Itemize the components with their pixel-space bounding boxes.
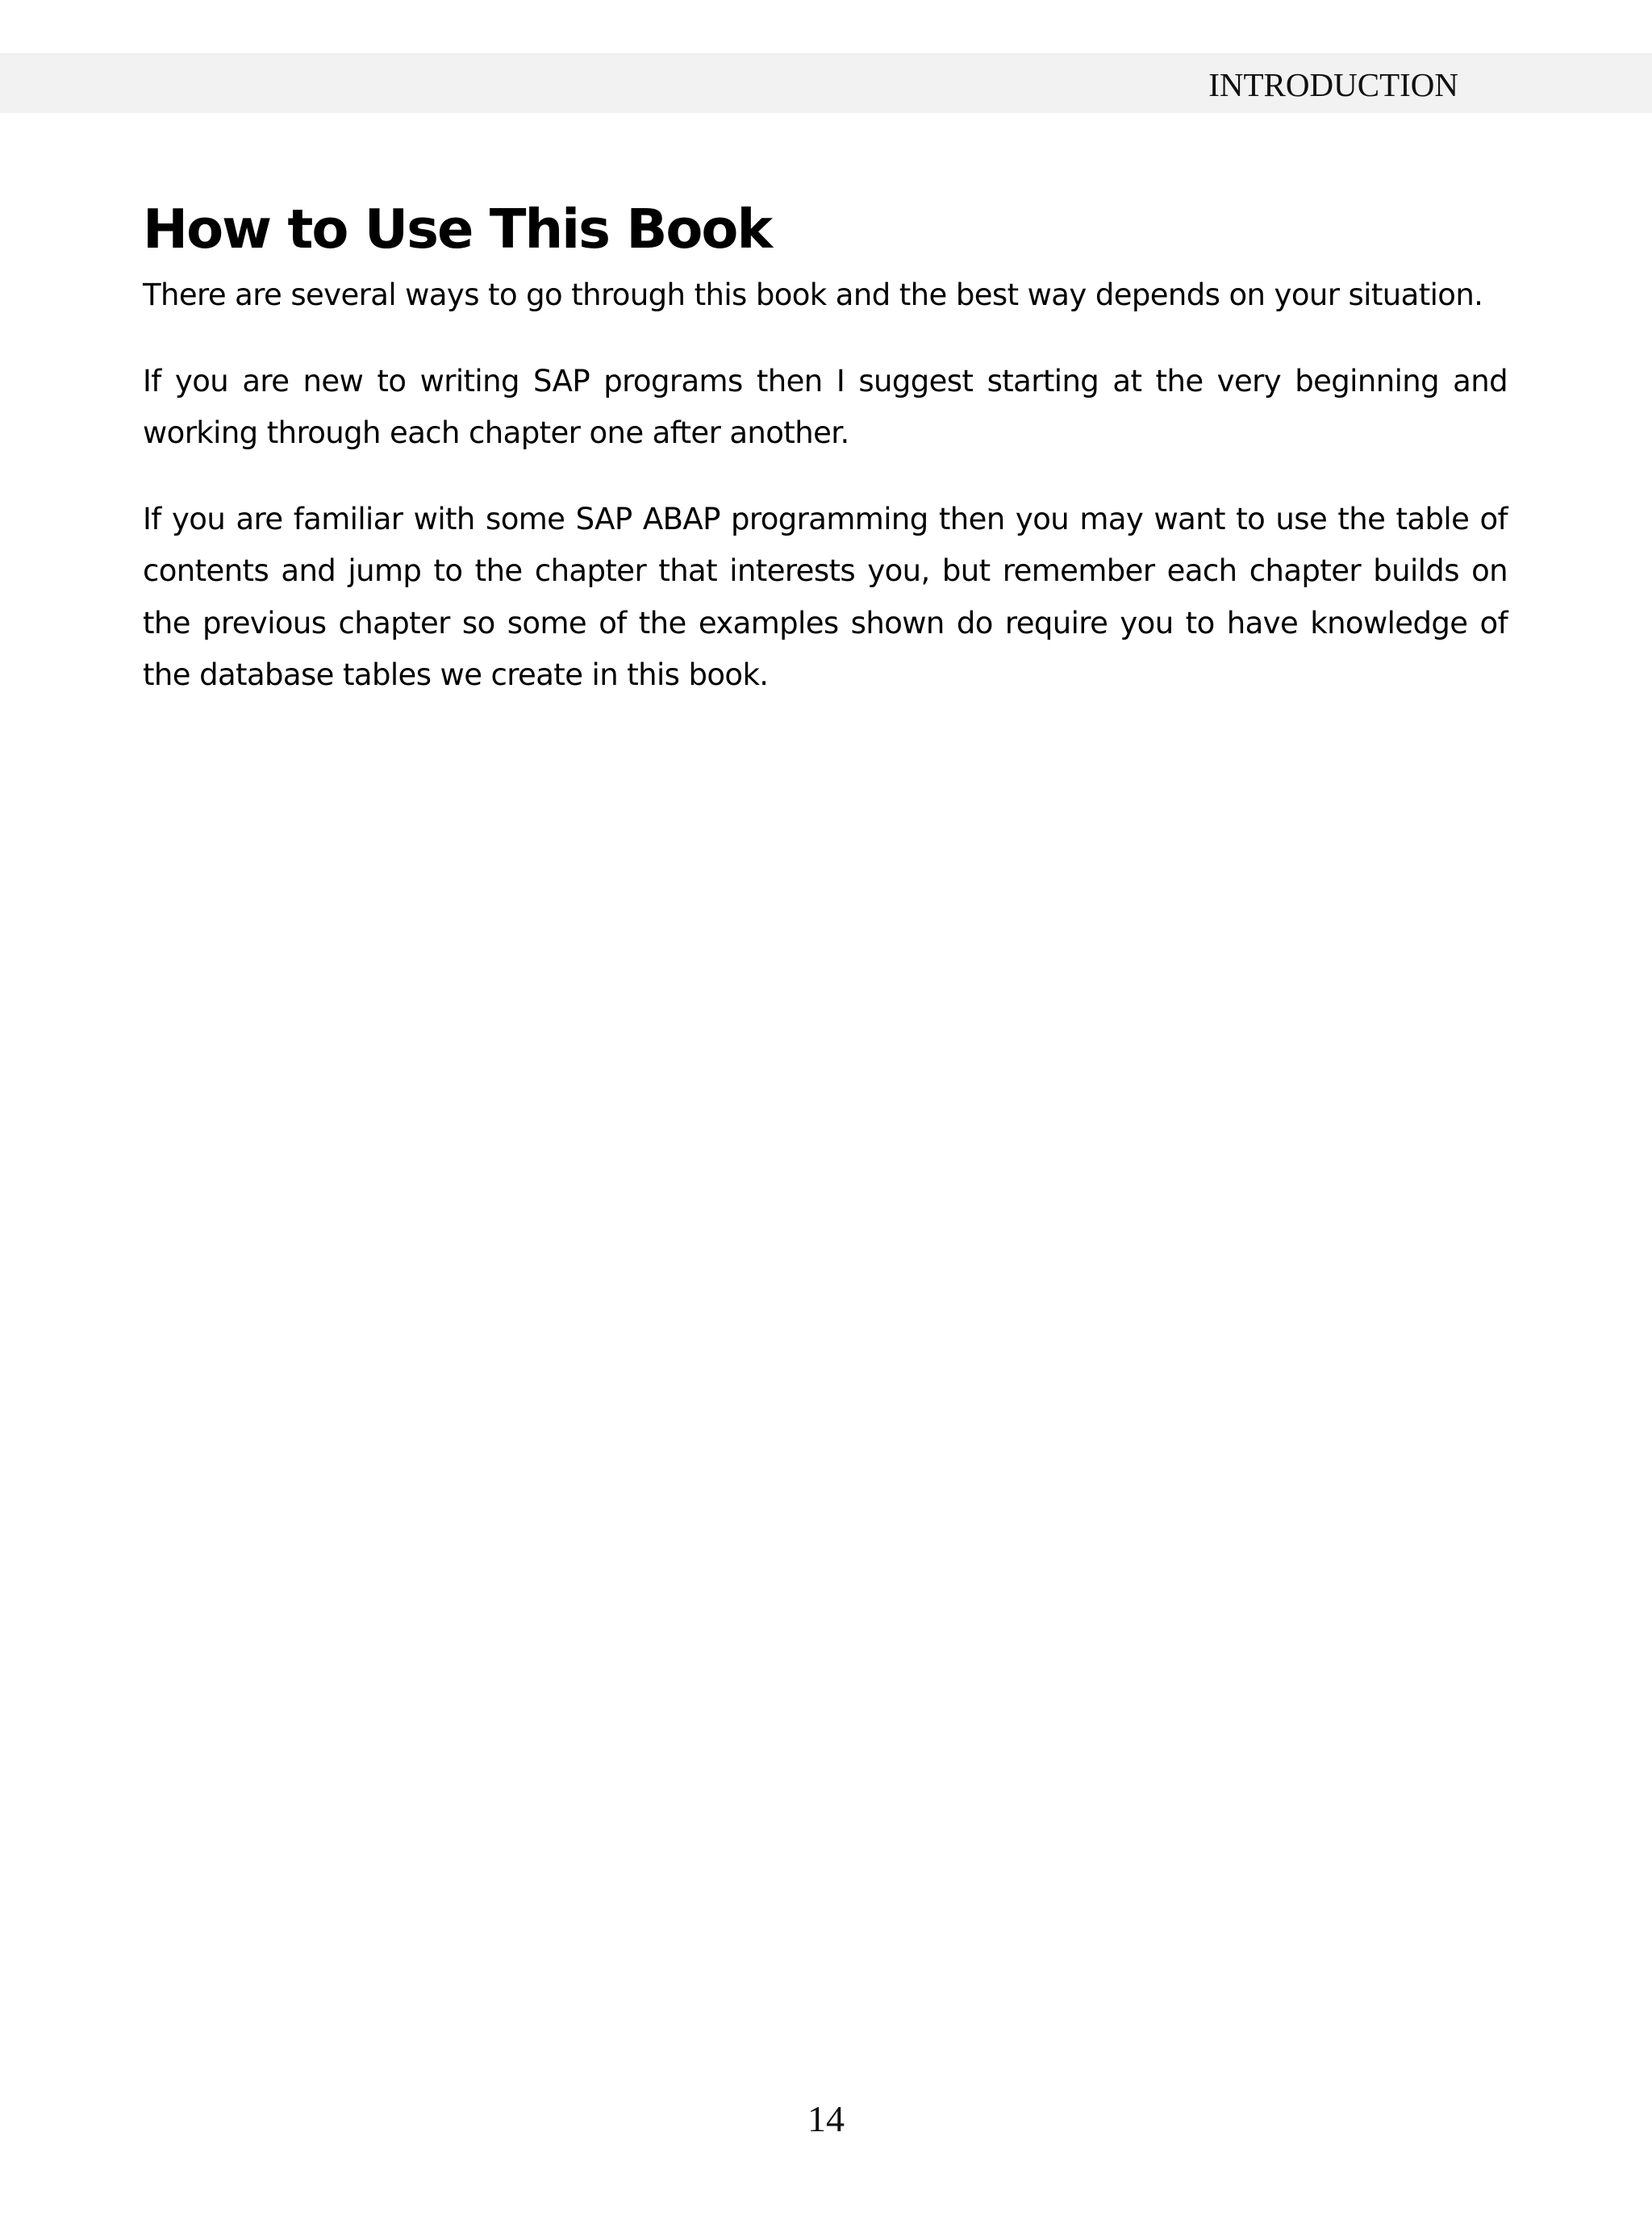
running-header-title: INTRODUCTION [1208, 66, 1458, 103]
body-paragraph: There are several ways to go through this book and the best way depends on your situation. [143, 277, 1483, 312]
body-paragraph: If you are new to writing SAP programs then I suggest starting at the very beginning and working through each chapter one after another. [143, 363, 1508, 450]
body-paragraph: If you are familiar with some SAP ABAP programming then you may want to use the table of contents and jump to the chapter that interests you, but remember each chapter builds on the previous chapter so some of the examples shown do require you to have knowledge of the database tables we create in this book. [143, 501, 1508, 692]
page-number: 14 [807, 2098, 845, 2139]
running-header [0, 53, 1652, 113]
section-title: How to Use This Book [143, 198, 772, 261]
page-content [143, 190, 1508, 736]
